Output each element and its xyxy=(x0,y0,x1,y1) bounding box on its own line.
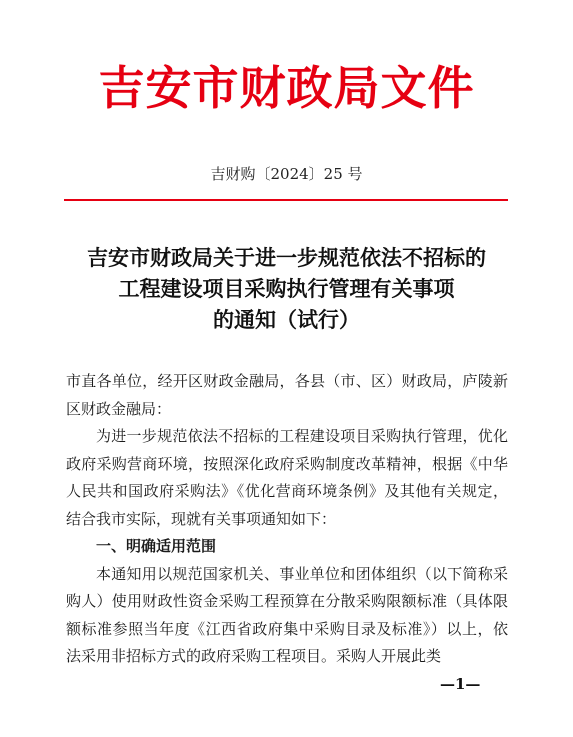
page-number: —1— xyxy=(440,675,481,693)
title-line-1: 吉安市财政局关于进一步规范依法不招标的 xyxy=(87,245,486,270)
document-title xyxy=(40,242,533,335)
intro-paragraph: 为进一步规范依法不招标的工程建设项目采购执行管理，优化政府采购营商环境，按照深化政府采购制度改革精神，根据《中华人民共和国政府采购法》《优化营商环境条例》及其他有关规定，结合我市实际，现就有关事项通知如下： xyxy=(66,427,508,528)
title-line-2: 工程建设项目采购执行管理有关事项 xyxy=(118,276,455,301)
red-separator-line xyxy=(64,199,508,201)
section-heading-1: 一、明确适用范围 xyxy=(96,537,217,555)
title-line-3: 的通知（试行） xyxy=(213,307,360,332)
addressee-paragraph: 市直各单位，经开区财政金融局，各县（市、区）财政局，庐陵新区财政金融局： xyxy=(66,372,508,418)
document-body xyxy=(66,368,508,671)
document-number: 吉财购〔2024〕25 号 xyxy=(210,165,363,183)
section-1-paragraph: 本通知用以规范国家机关、事业单位和团体组织（以下简称采购人）使用财政性资金采购工程预算在分散采购限额标准（具体限额标准参照当年度《江西省政府集中采购目录及标准》）以上，依法采用非招标方式的政府采购工程项目。采购人开展此类 xyxy=(66,564,508,665)
document-masthead: 吉安市财政局文件 xyxy=(98,61,475,115)
